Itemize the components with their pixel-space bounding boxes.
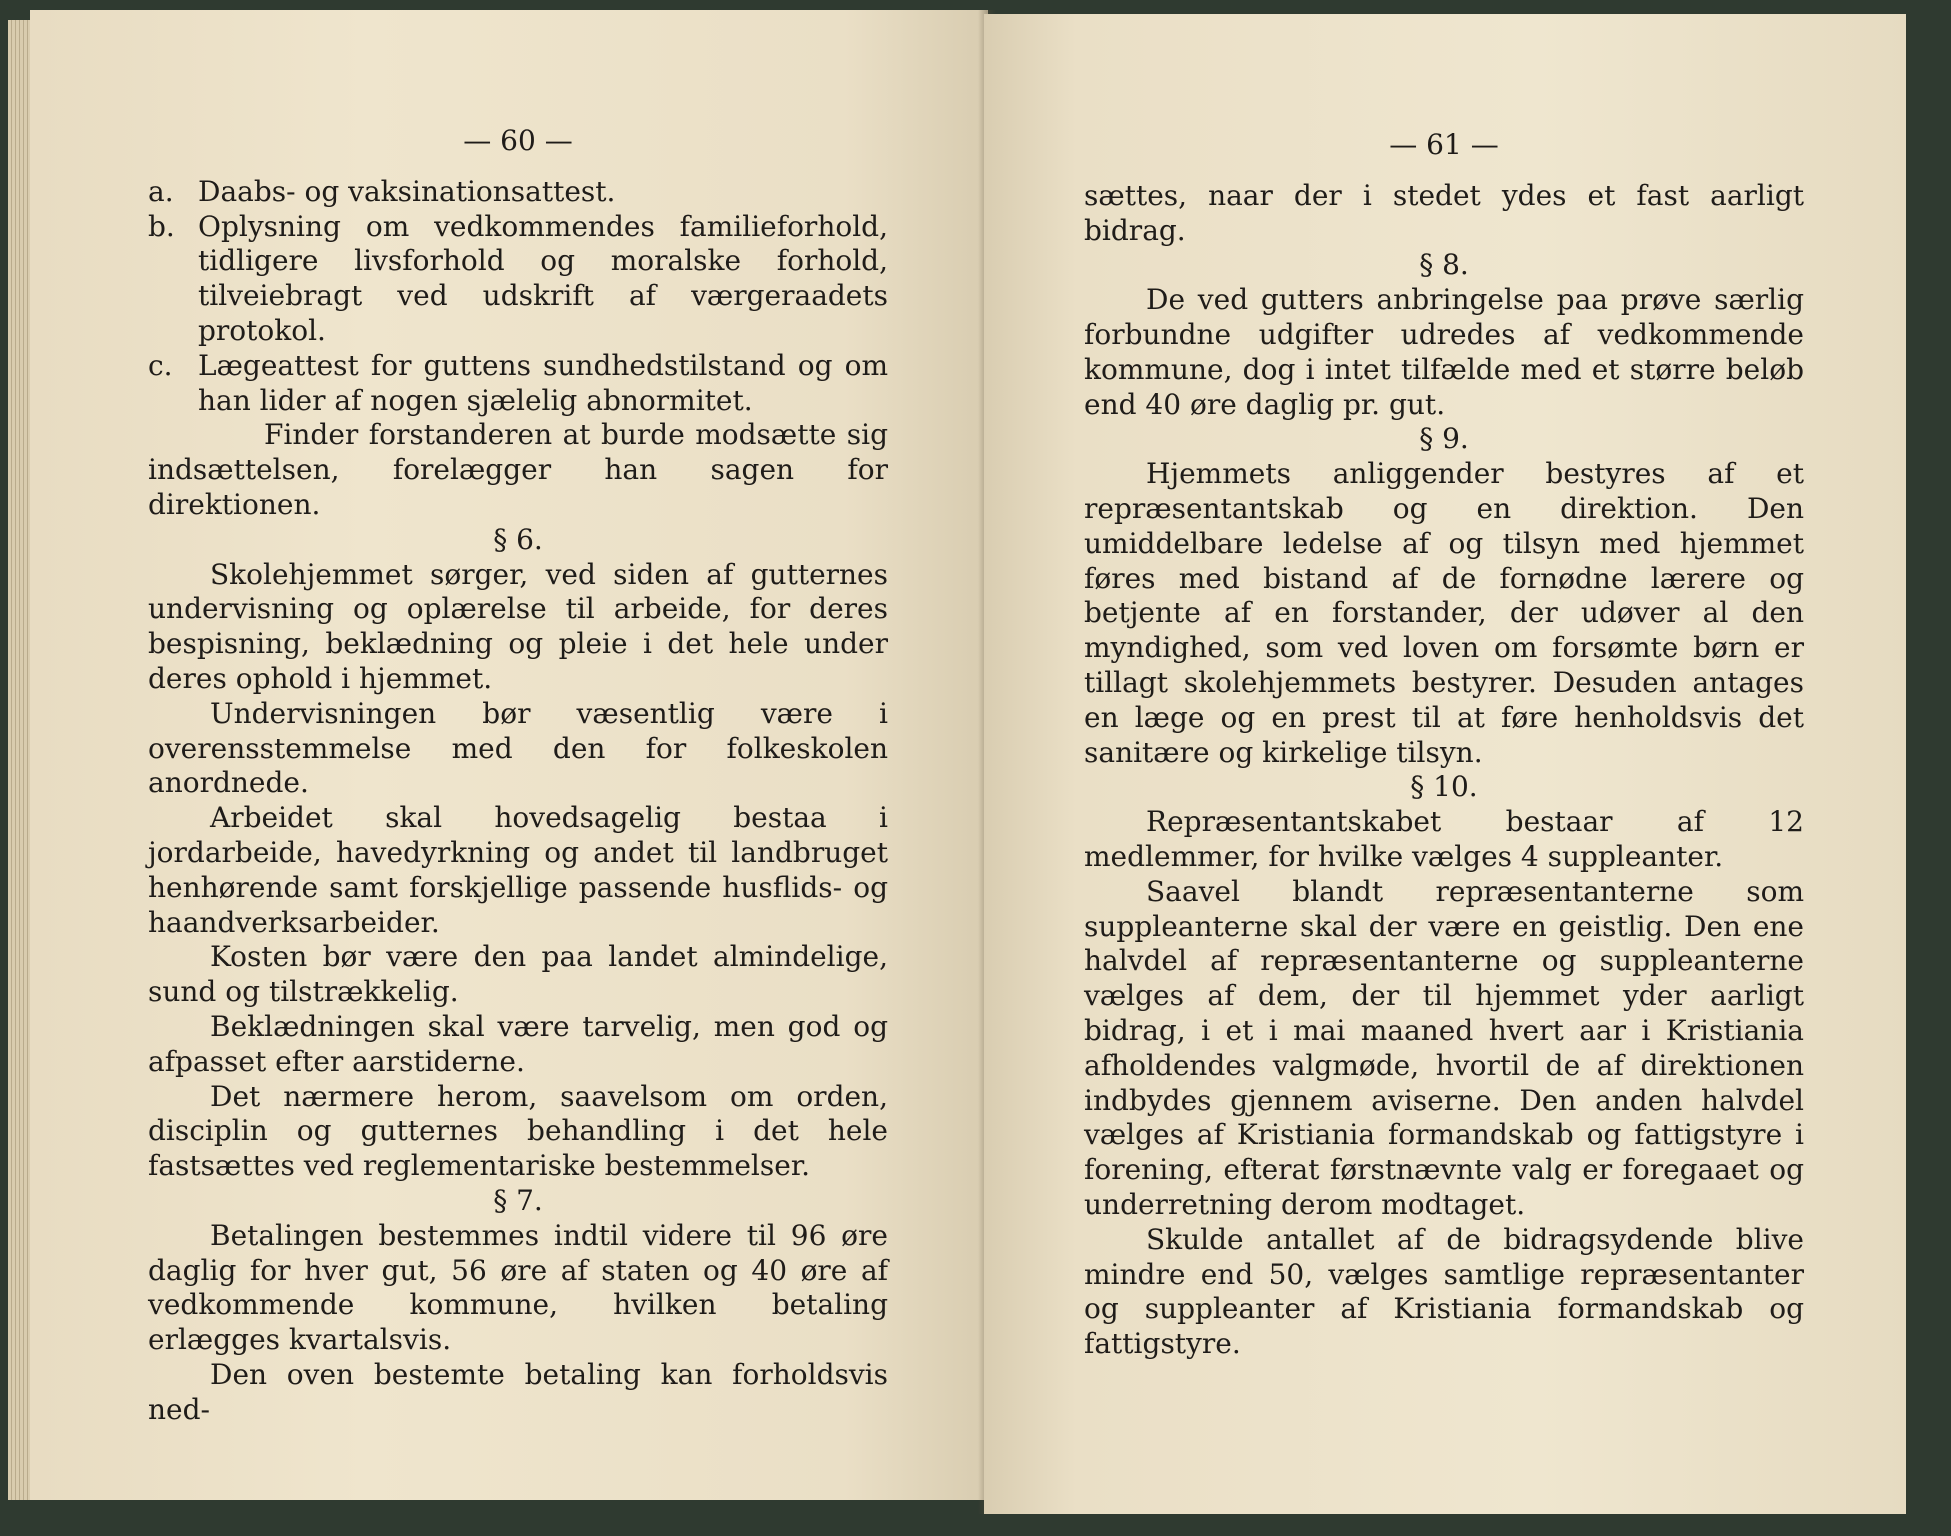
paragraph: Kosten bør være den paa landet almindelige, sund og tilstrækkelig. — [148, 940, 888, 1009]
paragraph: Undervisningen bør væsentlig være i overensstemmelse med den for folkeskolen anordnede. — [148, 696, 888, 800]
left-page-content — [148, 124, 888, 1427]
list-item-c — [148, 349, 888, 419]
paragraph: Den oven bestemte betaling kan forholdsvis ned- — [148, 1357, 888, 1426]
list-item-b — [148, 210, 888, 349]
section-heading-10: § 10. — [1410, 770, 1478, 804]
list-item-text: Oplysning om vedkommendes familieforhold, tidligere livsforhold og moralske forhold, tilveiebragt ved udskrift af værgeraadets protokol. — [198, 209, 888, 347]
list-item-label: c. — [148, 348, 173, 382]
paragraph: Hjemmets anliggender bestyres af et repræsentantskab og en direktion. Den umiddelbare ledelse af og tilsyn med hjemmet føres med bistand af de fornødne lærere og betjente af en forstander, der udøver al den myndighed, som ved loven om forsømte børn er tillagt skolehjemmets bestyrer. Desuden antages en læge og en prest til at føre henholdsvis det sanitære og kirkelige tilsyn. — [1084, 457, 1804, 769]
paragraph: Skulde antallet af de bidragsydende blive mindre end 50, vælges samtlige repræsentanter og suppleanter af Kristiania formandskab og fattigstyre. — [1084, 1222, 1804, 1361]
section-heading-9: § 9. — [1419, 422, 1469, 456]
left-page — [30, 10, 988, 1500]
right-page-content — [1084, 128, 1804, 1362]
list-item-text: Lægeattest for guttens sundhedstilstand og om han lider af nogen sjælelig abnormitet. — [198, 348, 888, 417]
paragraph: Skolehjemmet sørger, ved siden af gutternes undervisning og oplærelse til arbeide, for deres bespisning, beklædning og pleie i det hele under deres ophold i hjemmet. — [148, 557, 888, 695]
paragraph: Repræsentantskabet bestaar af 12 medlemmer, for hvilke vælges 4 suppleanter. — [1084, 805, 1804, 873]
paragraph-continuation: sættes, naar der i stedet ydes et fast aarligt bidrag. — [1084, 178, 1804, 247]
list-item-label: b. — [148, 209, 175, 243]
paragraph: De ved gutters anbringelse paa prøve særlig forbundne udgifter udredes af vedkommende kommune, dog i intet tilfælde med et større beløb end 40 øre daglig pr. gut. — [1084, 283, 1804, 421]
paragraph-finder: Finder forstanderen at burde modsætte sig indsættelsen, forelægger han sagen for direktionen. — [148, 418, 888, 521]
section-heading-7: § 7. — [493, 1183, 543, 1217]
section-heading-6: § 6. — [493, 522, 543, 556]
page-number-right: — 61 — — [1389, 128, 1499, 161]
list-item-text: Daabs- og vaksinationsattest. — [198, 174, 616, 208]
section-heading-8: § 8. — [1419, 248, 1469, 282]
paragraph: Betalingen bestemmes indtil videre til 96 øre daglig for hver gut, 56 øre af staten og 40 øre af vedkommende kommune, hvilken betaling erlægges kvartalsvis. — [148, 1218, 888, 1357]
paragraph: Saavel blandt repræsentanterne som suppleanterne skal der være en geistlig. Den ene halvdel af repræsentanterne og suppleanterne vælges af dem, der til hjemmet yder aarligt bidrag, i et i mai maaned hvert aar i Kristiania afholdendes valgmøde, hvortil de af direktionen indbydes gjennem aviserne. Den anden halvdel vælges af Kristiania formandskab og fattigstyre i forening, efterat førstnævnte valg er foregaaet og underretning derom modtaget. — [1084, 874, 1804, 1221]
list-item-label: a. — [148, 174, 174, 208]
list-item-a — [148, 175, 888, 210]
right-page — [984, 14, 1906, 1514]
paragraph: Det nærmere herom, saavelsom om orden, disciplin og gutternes behandling i det hele fastsættes ved reglementariske bestemmelser. — [148, 1079, 888, 1183]
paragraph: Beklædningen skal være tarvelig, men god og afpasset efter aarstiderne. — [148, 1009, 888, 1078]
page-number-left: — 60 — — [463, 124, 573, 157]
paragraph: Arbeidet skal hovedsagelig bestaa i jordarbeide, havedyrkning og andet til landbruget henhørende samt forskjellige passende husflids- og haandverksarbeider. — [148, 801, 888, 939]
